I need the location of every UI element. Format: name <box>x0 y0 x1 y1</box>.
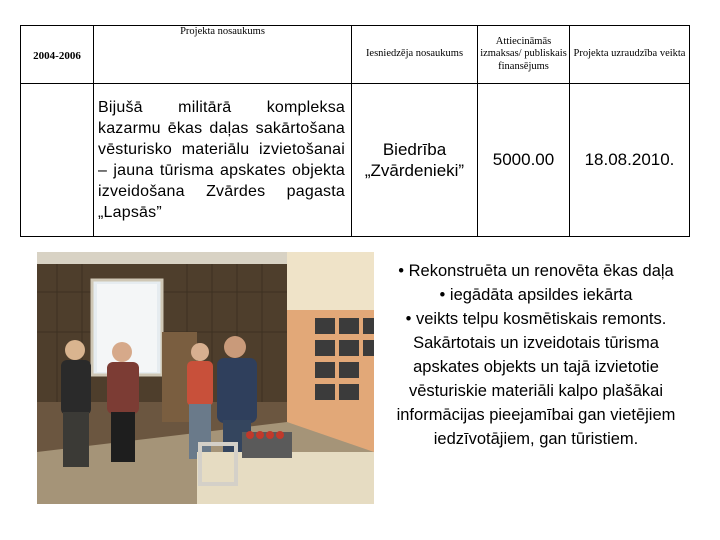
date-cell: 18.08.2010. <box>570 84 690 237</box>
header-project-name: Projekta nosaukums <box>94 26 352 84</box>
table <box>197 452 374 504</box>
applicant-cell: Biedrība „Zvārdenieki” <box>352 84 478 237</box>
summary-line: Sakārtotais un izveidotais tūrisma apskates objekts un tajā izvietotie vēsturiskie materiāli kalpo plašākai informācijas pieejamībai gan vietējiem iedzīvotājiem, gan tūristiem. <box>396 334 676 448</box>
project-table <box>20 25 690 237</box>
results-summary <box>384 259 688 451</box>
project-name-cell: Bijušā militārā kompleksa kazarmu ēkas daļas sakārtošana vēsturisko materiālu izvietošanai – jauna tūrisma apskates objekta izveidošana Zvārdes pagasta „Lapsās” <box>94 84 352 237</box>
header-monitoring: Projekta uzraudzība veikta <box>570 26 690 84</box>
table-header-row <box>21 26 690 84</box>
header-applicant: Iesniedzēja nosaukums <box>352 26 478 84</box>
photo-illustration <box>37 252 374 504</box>
summary-line: • veikts telpu kosmētiskais remonts. <box>405 310 667 328</box>
table-row <box>21 84 690 237</box>
header-funding: Attiecināmās izmaksas/ publiskais finansējums <box>478 26 570 84</box>
summary-line: • Rekonstruēta un renovēta ēkas daļa <box>398 262 674 280</box>
project-photo <box>37 252 374 504</box>
amount-cell: 5000.00 <box>478 84 570 237</box>
period-cell: 2004-2006 <box>21 50 94 203</box>
summary-line: • iegādāta apsildes iekārta <box>439 286 633 304</box>
